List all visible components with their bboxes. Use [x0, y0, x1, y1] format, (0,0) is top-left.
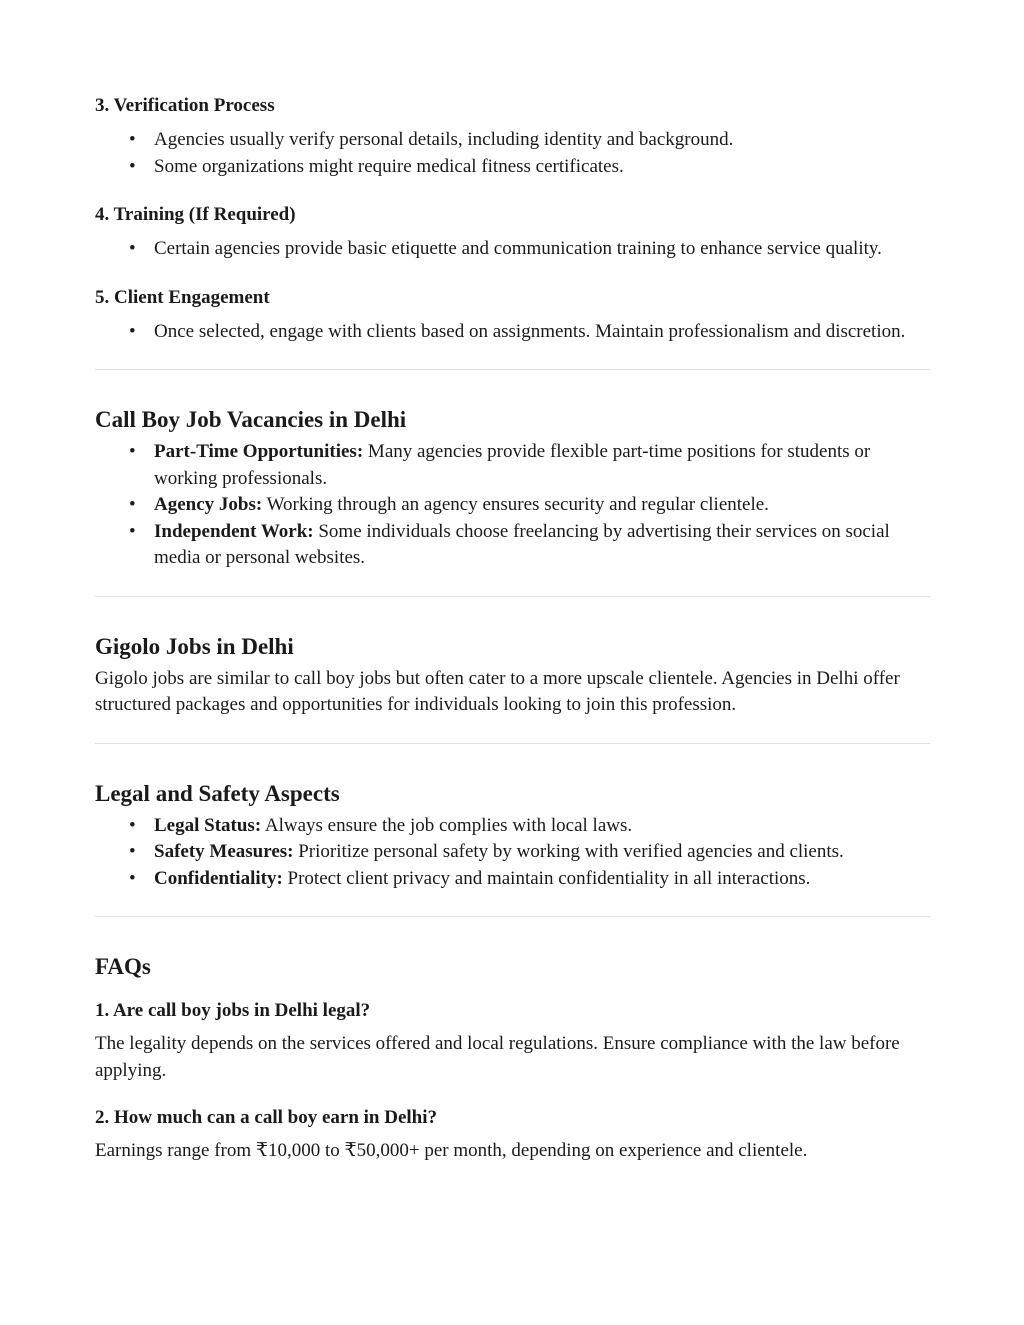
list-item-label: Part-Time Opportunities: — [154, 441, 364, 462]
section-heading-legal: Legal and Safety Aspects — [95, 780, 340, 806]
bullet: • — [129, 520, 136, 542]
step-heading: 5. Client Engagement — [95, 286, 270, 308]
section-divider — [95, 596, 930, 597]
section-divider — [95, 369, 930, 370]
bullet: • — [129, 129, 136, 150]
faq-answer: The legality depends on the services offered and local regulations. Ensure compliance with the law before applying. — [95, 1033, 900, 1081]
bullet: • — [129, 441, 136, 462]
list-item — [95, 519, 930, 572]
list-item-text: Some individuals choose freelancing by advertising their services on social media or personal websites. — [154, 520, 890, 568]
list-item — [95, 839, 930, 866]
list-item-text: Protect client privacy and maintain confidentiality in all interactions. — [282, 867, 811, 889]
list-item — [95, 127, 930, 154]
bullet: • — [129, 867, 136, 889]
list-item — [95, 866, 930, 893]
list-item-label: Safety Measures: — [154, 841, 294, 862]
list-item-text: Prioritize personal safety by working with verified agencies and clients. — [293, 841, 844, 862]
list-item — [95, 813, 930, 840]
list-item — [95, 236, 930, 263]
step-heading: 3. Verification Process — [95, 95, 275, 116]
faq-question: 2. How much can a call boy earn in Delhi? — [95, 1107, 438, 1128]
step-list — [95, 127, 930, 180]
faq-question: 1. Are call boy jobs in Delhi legal? — [95, 1000, 371, 1021]
bullet: • — [129, 841, 136, 862]
bullet: • — [129, 238, 136, 259]
list-item-text: Always ensure the job complies with local laws. — [261, 814, 633, 836]
list-item-label: Legal Status: — [154, 814, 262, 836]
article-content — [95, 93, 930, 1165]
list-item-label: Independent Work: — [154, 520, 314, 542]
list-item — [95, 439, 930, 492]
gigolo-paragraph: Gigolo jobs are similar to call boy jobs but often cater to a more upscale clientele. Agencies in Delhi offer structured packages and opportunities for individuals looking to join this profession. — [95, 667, 900, 715]
bullet: • — [129, 494, 136, 515]
bullet: • — [129, 155, 136, 177]
section-divider — [95, 743, 930, 744]
bullet: • — [129, 320, 136, 342]
list-item-label: Confidentiality: — [154, 867, 283, 889]
list-item-text: Working through an agency ensures security and regular clientele. — [262, 494, 769, 515]
faq-answer: Earnings range from ₹10,000 to ₹50,000+ per month, depending on experience and clientele. — [95, 1140, 808, 1161]
section-heading-faqs: FAQs — [95, 954, 151, 979]
list-item-text: Certain agencies provide basic etiquette and communication training to enhance service quality. — [154, 238, 882, 259]
list-item-text: Once selected, engage with clients based on assignments. Maintain professionalism and discretion. — [154, 320, 906, 342]
vacancies-list — [95, 439, 930, 572]
list-item — [95, 154, 930, 181]
list-item-text: Some organizations might require medical fitness certificates. — [154, 155, 624, 177]
legal-list — [95, 813, 930, 893]
list-item — [95, 319, 930, 346]
step-list — [95, 236, 930, 263]
bullet: • — [129, 814, 136, 836]
section-divider — [95, 916, 930, 917]
list-item-text: Many agencies provide flexible part-time positions for students or working professionals. — [154, 441, 871, 489]
step-heading: 4. Training (If Required) — [95, 204, 296, 225]
list-item — [95, 492, 930, 519]
section-heading-gigolo: Gigolo Jobs in Delhi — [95, 633, 294, 659]
section-heading-vacancies: Call Boy Job Vacancies in Delhi — [95, 407, 407, 432]
list-item-text: Agencies usually verify personal details, including identity and background. — [154, 129, 734, 150]
list-item-label: Agency Jobs: — [154, 494, 263, 515]
step-list — [95, 319, 930, 346]
